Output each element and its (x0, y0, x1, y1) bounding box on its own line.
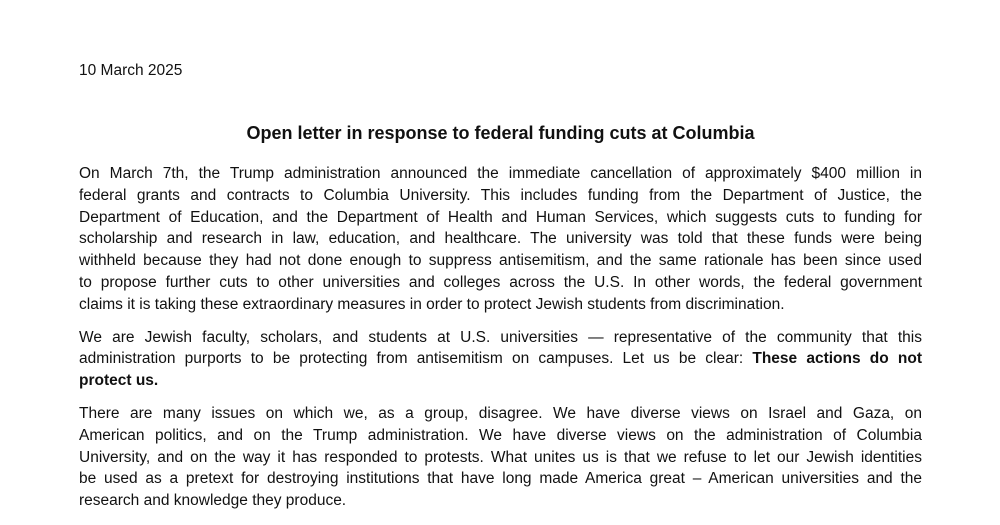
paragraph-line: On March 7th, the Trump administration announced the immediate cancellation of approximately $400 million in (79, 165, 922, 182)
paragraph-line: research and knowledge they produce. (79, 492, 347, 510)
letter-date: 10 March 2025 (79, 62, 183, 79)
paragraph-line: withheld because they had not done enough to suppress antisemitism, and the same rationale has been since used (79, 252, 922, 270)
paragraph-text: administration purports to be protecting from antisemitism on campuses. Let us be clear: (79, 350, 753, 368)
paragraph-1 (79, 163, 922, 316)
paragraph-line: American politics, and on the Trump administration. We have diverse views on the administration of Columbia (79, 426, 922, 444)
paragraph-line: University, and on the way it has responded to protests. What unites us is that we refuse to let our Jewish identities (79, 448, 922, 466)
emphasis-text: protect us. (79, 372, 159, 390)
paragraph-line: We are Jewish faculty, scholars, and students at U.S. universities — representative of the community that this (79, 328, 922, 346)
letter-title: Open letter in response to federal funding cuts at Columbia (246, 123, 755, 143)
paragraph-line: claims it is taking these extraordinary measures in order to protect Jewish students from discrimination. (79, 295, 785, 313)
letter-body (79, 163, 922, 523)
emphasis-text: These actions do not (752, 350, 923, 368)
paragraph-line: Department of Education, and the Department of Health and Human Services, which suggests cuts to funding for (79, 208, 922, 226)
paragraph-line: There are many issues on which we, as a group, disagree. We have diverse views on Israel and Gaza, on (79, 404, 922, 422)
paragraph-2 (79, 327, 922, 392)
paragraph-3 (79, 403, 922, 512)
paragraph-line: to propose further cuts to other universities and colleges across the U.S. In other words, the federal government (79, 273, 922, 291)
paragraph-line (79, 348, 922, 370)
paragraph-line: scholarship and research in law, education, and healthcare. The university was told that these funds were being (79, 230, 922, 248)
paragraph-line: be used as a pretext for destroying institutions that have long made America great – American universities and the (79, 470, 922, 488)
paragraph-line: federal grants and contracts to Columbia University. This includes funding from the Department of Justice, the (79, 186, 922, 204)
